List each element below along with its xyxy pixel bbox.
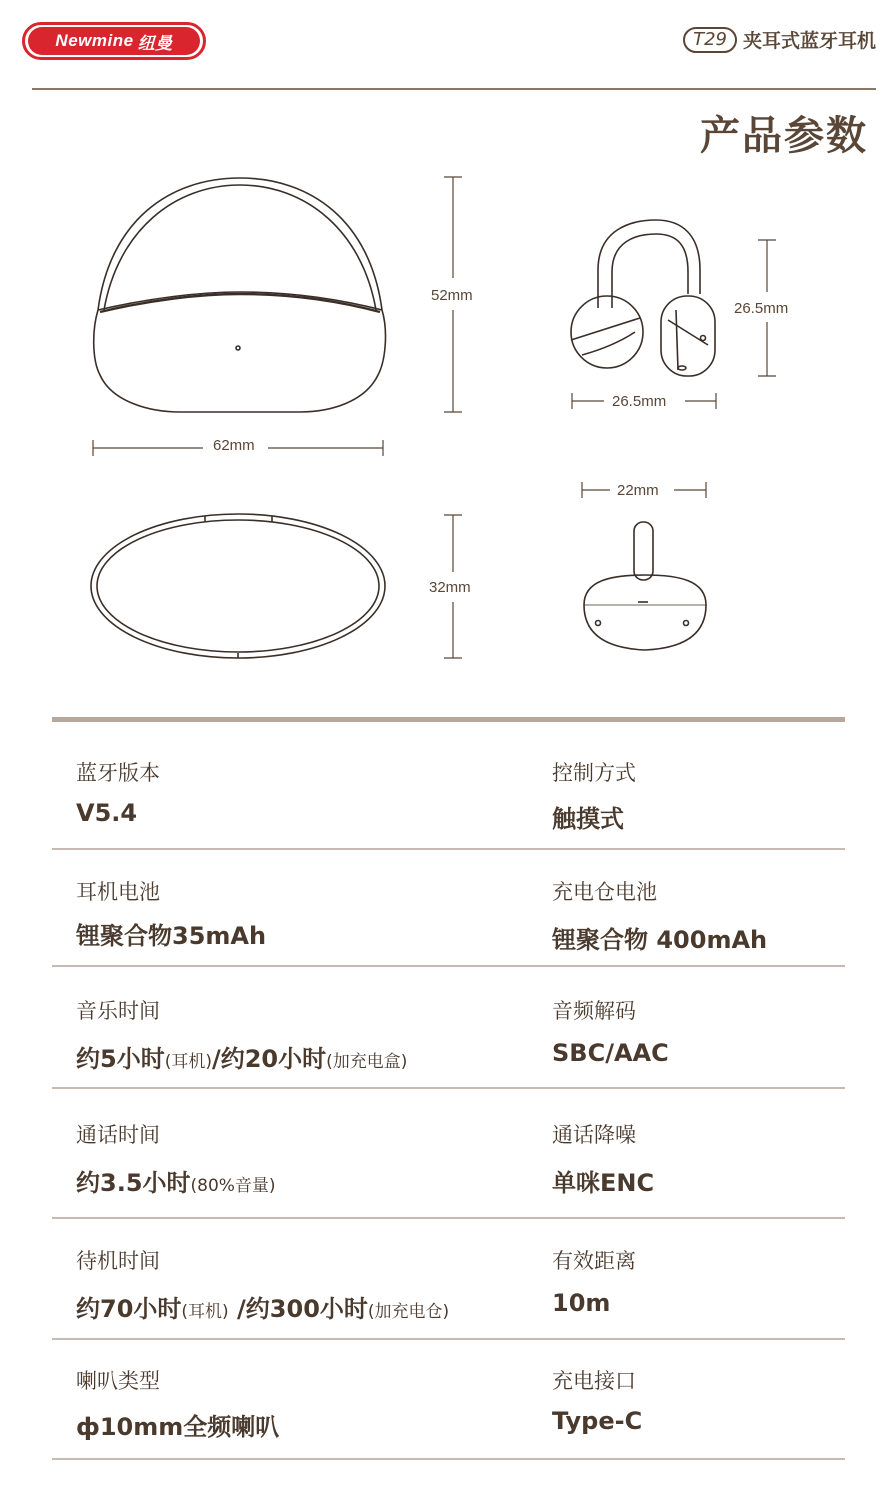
spec-value: SBC/AAC [552, 1039, 669, 1067]
spec-row [52, 967, 845, 1089]
spec-cell-control [528, 722, 845, 848]
brand-logo-badge [28, 27, 200, 55]
spec-value: 锂聚合物 400mAh [552, 926, 768, 954]
spec-cell-range [528, 1219, 845, 1338]
earbud-depth-label: 22mm [617, 482, 659, 499]
page-title: 产品参数 [700, 113, 868, 159]
spec-table [52, 717, 845, 1460]
spec-row [52, 1219, 845, 1340]
spec-row [52, 850, 845, 967]
spec-label: 音频解码 [552, 999, 636, 1023]
spec-row [52, 1340, 845, 1460]
spec-value: Type-C [552, 1407, 643, 1435]
spec-cell-earbud-battery [52, 850, 528, 965]
earbud-width-label: 26.5mm [612, 393, 667, 410]
case-width-label: 62mm [213, 437, 255, 454]
earbud-height-label: 26.5mm [734, 300, 789, 317]
spec-label: 通话时间 [76, 1123, 160, 1147]
spec-cell-case-battery [528, 850, 845, 965]
earbud-back-drawing [584, 522, 706, 650]
spec-value: ф10mm全频喇叭 [76, 1413, 280, 1441]
spec-value: 单咪ENC [552, 1169, 655, 1197]
spec-label: 耳机电池 [76, 880, 160, 904]
earbud-side-drawing [571, 220, 715, 376]
spec-cell-codec [528, 967, 845, 1087]
brand-logo-cn: 纽曼 [137, 33, 173, 53]
spec-value: 触摸式 [552, 805, 624, 833]
spec-label: 待机时间 [76, 1249, 160, 1273]
case-front-drawing [94, 178, 386, 412]
spec-value: 锂聚合物35mAh [76, 922, 267, 950]
spec-cell-charging-port [528, 1340, 845, 1458]
spec-cell-bluetooth [52, 722, 528, 848]
spec-value: 约3.5小时(80%音量) [76, 1169, 276, 1197]
case-height-label: 52mm [431, 287, 473, 304]
spec-label: 蓝牙版本 [76, 761, 160, 785]
header-divider [32, 88, 876, 90]
spec-row [52, 722, 845, 850]
model-code-badge: T29 [683, 27, 737, 53]
spec-value: 约70小时(耳机) /约300小时(加充电仓) [76, 1295, 450, 1323]
model-title [683, 26, 876, 53]
case-top-drawing [91, 514, 385, 658]
spec-label: 充电仓电池 [552, 880, 657, 904]
spec-cell-standby-time [52, 1219, 528, 1338]
spec-value: 10m [552, 1289, 611, 1317]
spec-row [52, 1089, 845, 1219]
spec-cell-call-time [52, 1089, 528, 1217]
brand-logo-text: Newmine [55, 31, 134, 50]
spec-label: 充电接口 [552, 1369, 636, 1393]
spec-label: 喇叭类型 [76, 1369, 160, 1393]
spec-value: V5.4 [76, 799, 138, 827]
model-name: 夹耳式蓝牙耳机 [742, 30, 876, 52]
dimension-drawings [0, 160, 890, 700]
spec-cell-music-time [52, 967, 528, 1087]
spec-value: 约5小时(耳机)/约20小时(加充电盒) [76, 1045, 408, 1073]
case-depth-label: 32mm [429, 579, 471, 596]
spec-cell-speaker [52, 1340, 528, 1458]
spec-label: 有效距离 [552, 1249, 636, 1273]
spec-label: 通话降噪 [552, 1123, 636, 1147]
brand-logo [22, 22, 206, 60]
spec-label: 音乐时间 [76, 999, 160, 1023]
spec-label: 控制方式 [552, 761, 636, 785]
spec-cell-noise-reduction [528, 1089, 845, 1217]
